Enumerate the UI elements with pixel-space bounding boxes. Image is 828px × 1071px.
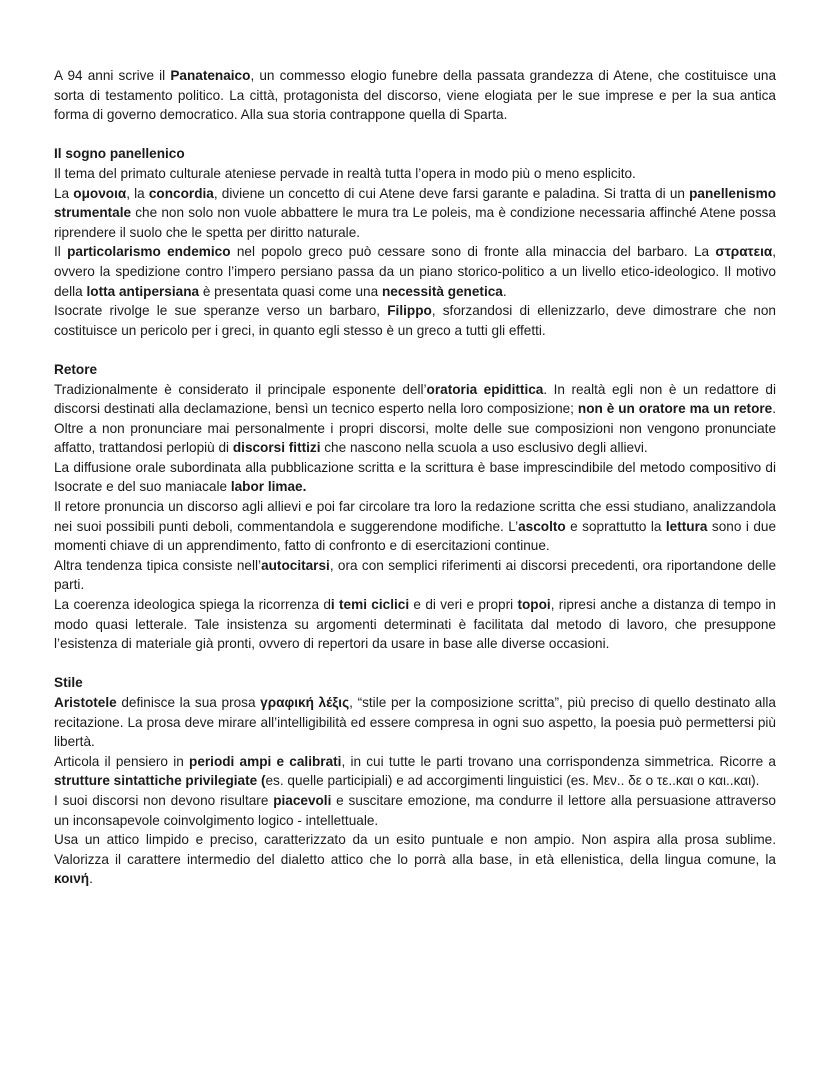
text-run: , sforzandosi di ellenizzarlo, deve dimostrare che non costituisce un pericolo per i greci, in quanto egli stesso è un greco a tutti gli effetti. bbox=[54, 303, 776, 338]
paragraph bbox=[54, 791, 776, 830]
bold-text: lotta antipersiana bbox=[86, 283, 200, 299]
paragraph bbox=[54, 497, 776, 556]
text-run: . In realtà egli non è un redattore di discorsi destinati alla declamazione, bensì un tecnico esperto nella loro composizione; bbox=[54, 381, 777, 417]
text-run: . bbox=[89, 871, 93, 887]
spacer bbox=[54, 125, 776, 145]
text-run: , ovvero la spedizione contro l’impero persiano passa da un piano storico-politico a un livello etico-ideologico. Il motivo della bbox=[54, 244, 776, 299]
bold-text: topoi bbox=[517, 597, 551, 613]
bold-text: i temi ciclici bbox=[330, 597, 410, 613]
text-run: La coerenza ideologica spiega la ricorrenza d bbox=[54, 597, 331, 613]
text-run: I suoi discorsi non devono risultare bbox=[54, 792, 274, 808]
paragraph bbox=[54, 164, 776, 184]
bold-text: γραφική λέξις bbox=[260, 695, 350, 710]
text-run: e suscitare emozione, ma condurre il lettore alla persuasione attraverso un inconsapevole coinvolgimento logico - intellettuale. bbox=[54, 792, 776, 828]
bold-text: periodi ampi e calibrati bbox=[189, 753, 342, 769]
bold-text: non è un oratore ma un retore bbox=[577, 401, 773, 417]
text-run: sono i due momenti chiave di un apprendimento, fatto di confronto e di esercitazioni continue. bbox=[54, 518, 777, 554]
text-run: Isocrate rivolge le sue speranze verso un barbaro, bbox=[54, 303, 388, 319]
text-run: , in cui tutte le parti trovano una corrispondenza simmetrica. Ricorre a bbox=[341, 753, 776, 769]
text-run: , la bbox=[126, 185, 149, 201]
bold-text: Panatenaico bbox=[170, 68, 251, 83]
text-run: , ora con semplici riferimenti ai discorsi precedenti, ora riportandone delle parti. bbox=[54, 557, 777, 593]
bold-text: oratoria epidittica bbox=[426, 381, 544, 397]
bold-text: autocitarsi bbox=[261, 557, 330, 573]
text-run: A 94 anni scrive il bbox=[54, 68, 171, 83]
text-run: nel popolo greco può cessare sono di fronte alla minaccia del barbaro. La bbox=[230, 244, 716, 260]
text-run: es. quelle participiali) e ad accorgimenti linguistici (es. Μεν.. δε o τε..και o και..και). bbox=[265, 773, 760, 789]
text-run: . bbox=[502, 283, 507, 299]
section-sogno-panellenico bbox=[54, 144, 776, 340]
paragraph bbox=[54, 556, 776, 595]
section-heading: Stile bbox=[54, 675, 83, 691]
text-run: Il retore pronuncia un discorso agli allievi e poi far circolare tra loro la redazione scritta che essi studiano, analizzandola nei suoi possibili punti deboli, commentandola e suggerendone modifiche. L’ bbox=[54, 499, 776, 534]
bold-text: piacevoli bbox=[273, 792, 332, 808]
text-run: definisce la sua prosa bbox=[116, 695, 261, 710]
bold-text: particolarismo endemico bbox=[67, 244, 231, 260]
section-heading: Retore bbox=[54, 361, 98, 377]
bold-text: necessità genetica bbox=[381, 283, 503, 299]
text-run: Il tema del primato culturale ateniese pervade in realtà tutta l’opera in modo più o meno esplicito. bbox=[54, 165, 636, 181]
paragraph bbox=[54, 595, 776, 654]
bold-text: panellenismo strumentale bbox=[54, 185, 776, 221]
bold-text: discorsi fittizi bbox=[232, 440, 321, 456]
text-run: , diviene un concetto di cui Atene deve farsi garante e paladina. Si tratta di un bbox=[213, 185, 690, 201]
bold-text: ομονοια bbox=[73, 185, 127, 201]
paragraph bbox=[54, 693, 776, 752]
text-run: La bbox=[54, 185, 74, 201]
bold-text: στρατεια bbox=[715, 244, 773, 260]
section-retore bbox=[54, 360, 776, 654]
bold-text: lettura bbox=[665, 518, 708, 534]
paragraph bbox=[54, 380, 776, 458]
text-run: e di veri e propri bbox=[409, 597, 518, 613]
bold-text: labor limae. bbox=[230, 479, 307, 495]
text-run: . Oltre a non pronunciare mai personalmente i propri discorsi, molte delle sue composizioni non vengono pronunciate affatto, trattandosi perlopiù di bbox=[54, 401, 777, 456]
text-run: e soprattutto la bbox=[565, 518, 666, 534]
intro-paragraph bbox=[54, 66, 776, 125]
section-heading: Il sogno panellenico bbox=[54, 146, 185, 162]
spacer bbox=[54, 340, 776, 360]
text-run: Il bbox=[54, 244, 68, 260]
text-run: , ripresi anche a distanza di tempo in modo quasi letterale. Tale insistenza su argomenti determinati è facilitata dal metodo di lavoro, che presuppone l’esistenza di materiale già pronti, ovvero di repertori da usare in base alle diverse occasioni. bbox=[54, 597, 776, 652]
text-run: che nascono nella scuola a uso esclusivo degli allievi. bbox=[320, 440, 648, 456]
paragraph bbox=[54, 301, 776, 340]
bold-text: Aristotele bbox=[54, 695, 117, 710]
bold-text: Filippo bbox=[387, 303, 432, 319]
bold-text: κοινή bbox=[54, 871, 90, 887]
text-run: Altra tendenza tipica consiste nell’ bbox=[54, 557, 262, 573]
section-stile bbox=[54, 673, 776, 889]
text-run: , “stile per la composizione scritta”, più preciso di quello destinato alla recitazione. La prosa deve mirare all’intelligibilità ed essere compresa in ogni suo aspetto, la poesia può permettersi più libertà. bbox=[54, 695, 776, 750]
text-run: è presentata quasi come una bbox=[199, 283, 382, 299]
text-run: Usa un attico limpido e preciso, caratterizzato da un esito puntuale e non ampio. Non aspira alla prosa sublime. Valorizza il carattere intermedio del dialetto attico che lo porrà alla base, in età ellenistica, della lingua comune, la bbox=[54, 832, 776, 867]
bold-text: ascolto bbox=[518, 518, 566, 534]
text-run: Tradizionalmente è considerato il principale esponente dell’ bbox=[54, 381, 427, 397]
paragraph bbox=[54, 752, 776, 791]
bold-text: strutture sintattiche privilegiate ( bbox=[54, 773, 266, 789]
text-run: Articola il pensiero in bbox=[54, 753, 190, 769]
text-run: , un commesso elogio funebre della passata grandezza di Atene, che costituisce una sorta di testamento politico. La città, protagonista del discorso, viene elogiata per le sue imprese e per la sua antica forma di governo democratico. Alla sua storia contrappone quella di Sparta. bbox=[54, 68, 777, 123]
text-run: La diffusione orale subordinata alla pubblicazione scritta e la scrittura è base imprescindibile del metodo compositivo di Isocrate e del suo maniacale bbox=[54, 459, 776, 495]
document-page bbox=[54, 66, 776, 889]
paragraph bbox=[54, 830, 776, 889]
bold-text: concordia bbox=[148, 185, 214, 201]
spacer bbox=[54, 654, 776, 674]
paragraph bbox=[54, 184, 776, 243]
paragraph bbox=[54, 242, 776, 301]
paragraph bbox=[54, 458, 776, 497]
text-run: che non solo non vuole abbattere le mura tra Le poleis, ma è condizione necessaria affinché Atene possa riprendere il suolo che le spetta per diritto naturale. bbox=[54, 205, 776, 240]
